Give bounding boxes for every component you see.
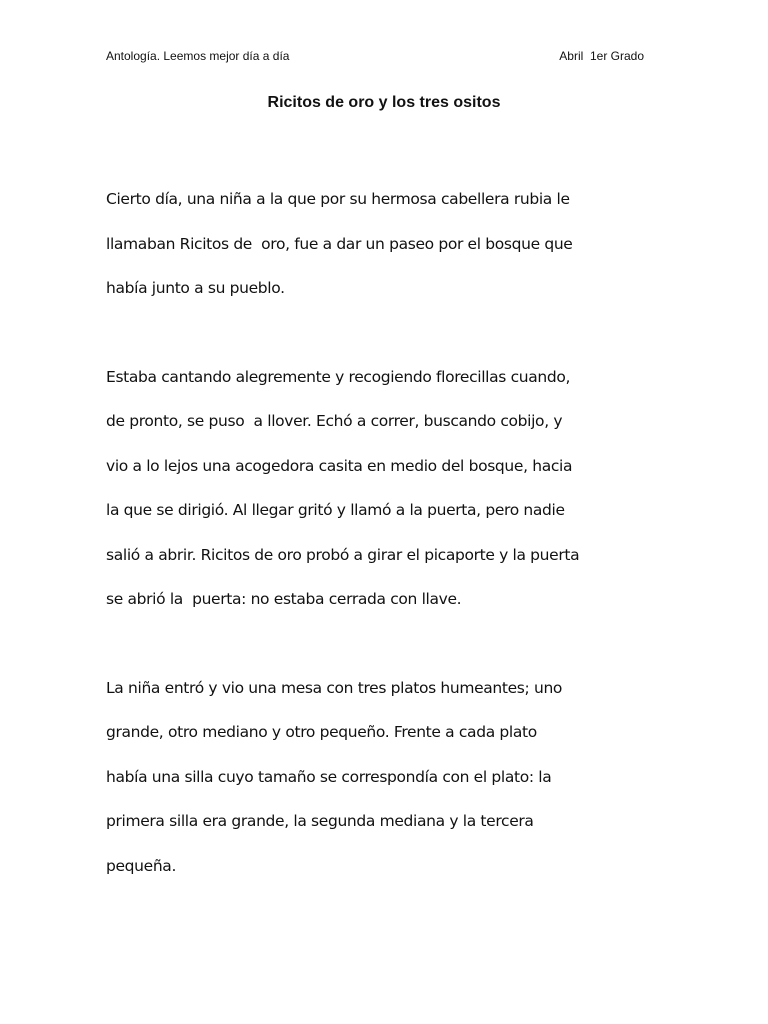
paragraph-line: de pronto, se puso a llover. Echó a correr, buscando cobijo, y xyxy=(106,412,563,430)
paragraph-line: la que se dirigió. Al llegar gritó y llamó a la puerta, pero nadie xyxy=(106,501,565,519)
paragraph-line: llamaban Ricitos de oro, fue a dar un paseo por el bosque que xyxy=(106,234,573,253)
paragraph-line: primera silla era grande, la segunda mediana y la tercera xyxy=(106,812,534,830)
header-anthology-title: Antología. Leemos mejor día a día xyxy=(106,49,290,63)
paragraph-line: había una silla cuyo tamaño se correspondía con el plato: la xyxy=(106,767,552,786)
paragraph-line: salió a abrir. Ricitos de oro probó a girar el picaporte y la puerta xyxy=(106,545,580,564)
paragraph-2 xyxy=(106,355,666,622)
paragraph-line: Estaba cantando alegremente y recogiendo florecillas cuando, xyxy=(106,367,571,386)
paragraph-line: pequeña. xyxy=(106,856,177,875)
paragraph-line: vio a lo lejos una acogedora casita en medio del bosque, hacia xyxy=(106,456,573,475)
header-month-grade: Abril 1er Grado xyxy=(559,49,644,63)
paragraph-line: grande, otro mediano y otro pequeño. Frente a cada plato xyxy=(106,723,537,741)
paragraph-1 xyxy=(106,177,666,311)
paragraph-line: La niña entró y vio una mesa con tres platos humeantes; uno xyxy=(106,678,563,697)
paragraph-line: había junto a su pueblo. xyxy=(106,279,285,297)
story-title: Ricitos de oro y los tres ositos xyxy=(267,94,501,111)
page-header xyxy=(106,46,644,66)
paragraph-line: Cierto día, una niña a la que por su hermosa cabellera rubia le xyxy=(106,190,570,208)
paragraph-3 xyxy=(106,666,666,889)
story-body xyxy=(106,177,666,932)
paragraph-line: se abrió la puerta: no estaba cerrada con llave. xyxy=(106,590,462,608)
